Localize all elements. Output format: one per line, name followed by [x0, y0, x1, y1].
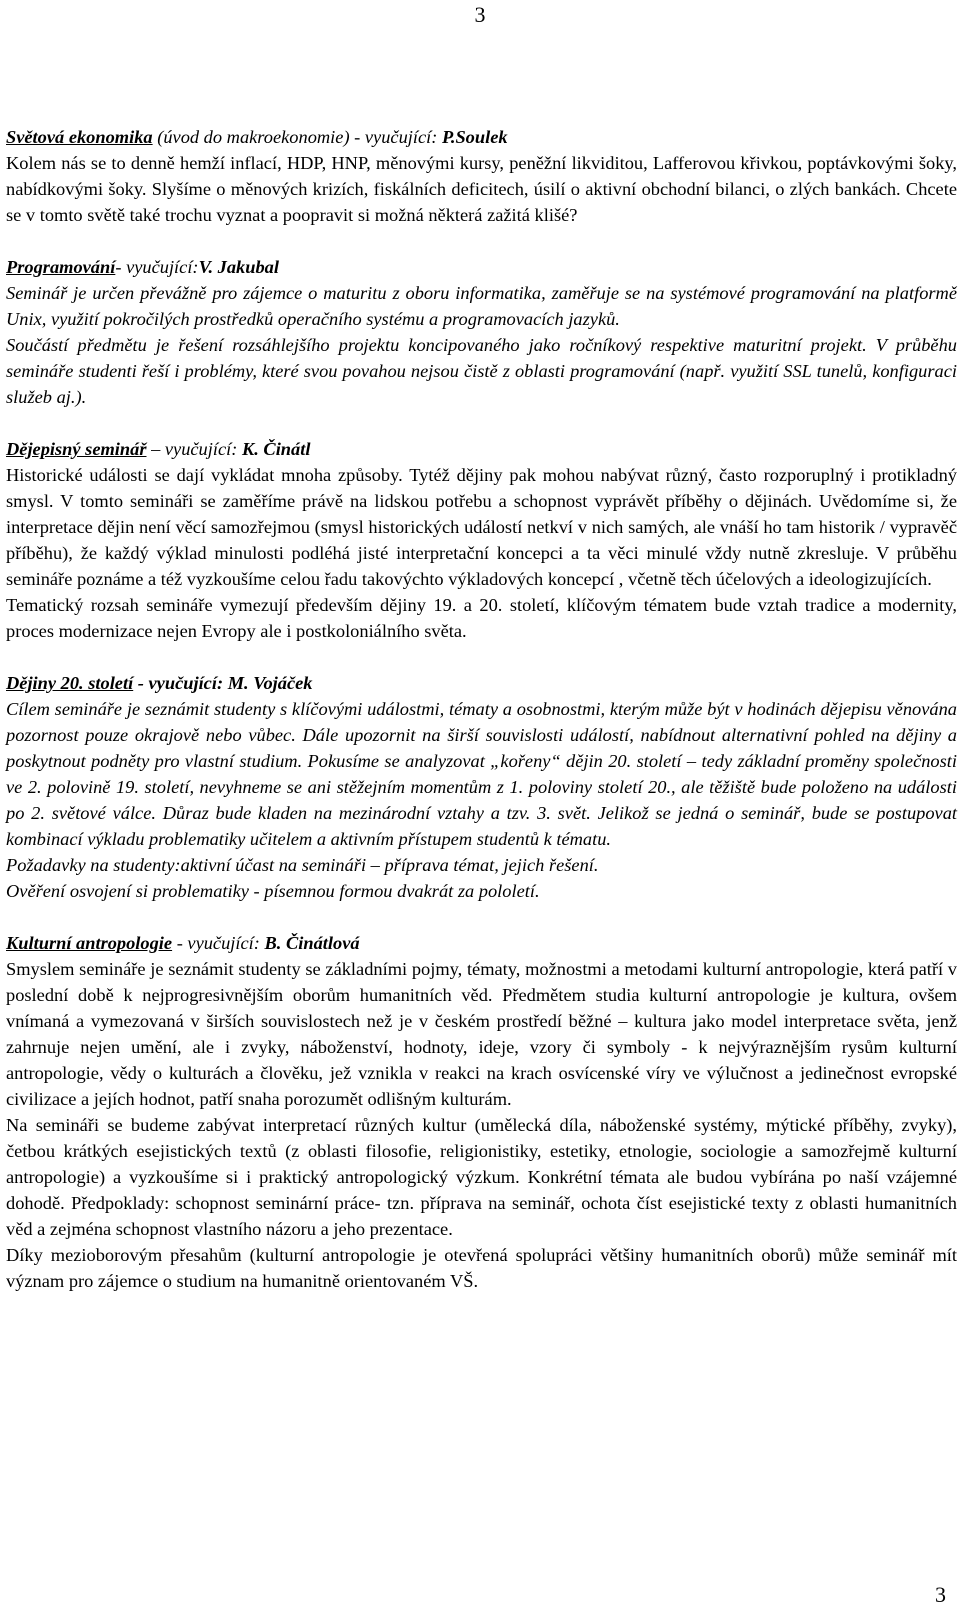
teacher-label: - vyučující: [133, 673, 228, 693]
section-paragraph: Ověření osvojení si problematiky - písemnou formou dvakrát za pololetí. [6, 881, 540, 901]
section-paragraph: Na semináři se budeme zabývat interpretací různých kultur (umělecká díla, náboženské systémy, mýtické příběhy, zvyky), četbou krátkých esejistických textů (z oblasti filosofie, religionistiky, estetiky, etnologie, sociologie a samozřejmě kulturní antropologie) a vyzkoušíme si i praktický antropologický výzkum. Konkrétní témata ale budou vybírána po naší vzájemné dohodě. Předpoklady: schopnost seminární práce- tzn. příprava na seminář, ochota číst esejistické texty z oblasti humanitních věd a zejména schopnost vlastního názoru a jeho prezentace. [6, 1115, 957, 1239]
section-programovani [6, 254, 957, 410]
section-title: Kulturní antropologie [6, 933, 173, 953]
section-heading [6, 254, 957, 280]
teacher-label: - vyučující: [172, 933, 265, 953]
section-title: Programování [6, 257, 116, 277]
section-heading [6, 124, 957, 150]
section-paragraph: Tematický rozsah semináře vymezují především dějiny 19. a 20. století, klíčovým tématem bude vztah tradice a modernity, proces modernizace nejen Evropy ale i postkoloniálního světa. [6, 595, 957, 641]
teacher-name: P.Soulek [441, 127, 508, 147]
teacher-name: K. Činátl [241, 439, 311, 459]
section-dejepisny-seminar [6, 436, 957, 644]
section-title: Dějepisný seminář [6, 439, 147, 459]
teacher-label: - vyučující: [115, 257, 199, 277]
section-paragraph: Požadavky na studenty:aktivní účast na semináři – příprava témat, jejich řešení. [6, 855, 599, 875]
section-heading [6, 436, 957, 462]
teacher-name: V. Jakubal [198, 257, 279, 277]
section-paragraph: Kolem nás se to denně hemží inflací, HDP, HNP, měnovými kursy, peněžní likviditou, Lafferovou křivkou, poptávkovými šoky, nabídkovými šoky. Slyšíme o měnových krizích, fiskálních deficitech, úsilí o aktivní obchodní bilanci, o zlých bankách. Chcete se v tomto světě také trochu vyznat a poopravit si možná některá zažitá klišé? [6, 153, 957, 225]
section-title: Světová ekonomika [6, 127, 153, 147]
section-paragraph: Historické události se dají vykládat mnoha způsoby. Tytéž dějiny pak mohou nabývat různý, často rozporuplný i protikladný smysl. V tomto semináři se zaměříme právě na lidskou potřebu a schopnost vyprávět příběhy o dějinách. Uvědomíme si, že interpretace dějin není věcí samozřejmou (smysl historických událostí netkví v nich samých, ale vnáší ho tam historik / vypravěč příběhu), že každý výklad minulosti podléhá jisté interpretační koncepci a ta věci minulé vždy nutně zkresluje. V průběhu semináře poznáme a též vyzkoušíme celou řadu takovýchto výkladových koncepcí , včetně těch účelových a ideologizujících. [6, 465, 957, 589]
teacher-label: (úvod do makroekonomie) - vyučující: [152, 127, 442, 147]
section-heading [6, 670, 957, 696]
document-body [6, 124, 957, 1294]
section-svetova-ekonomika [6, 124, 957, 228]
teacher-label: – vyučující: [146, 439, 242, 459]
page-number-bottom: 3 [935, 1582, 946, 1607]
section-paragraph: Seminář je určen převážně pro zájemce o maturitu z oboru informatika, zaměřuje se na systémové programování na platformě Unix, využití pokročilých prostředků operačního systému a programovacích jazyků. [6, 283, 957, 329]
section-paragraph: Cílem semináře je seznámit studenty s klíčovými událostmi, tématy a osobnostmi, kterým může být v hodinách dějepisu věnována pozornost pouze okrajově nebo vůbec. Dále upozornit na širší souvislosti událostí, nabídnout alternativní pohled na dějiny a poskytnout podněty pro vlastní studium. Pokusíme se analyzovat „kořeny“ dějin 20. století – tedy základní proměny společnosti ve 2. polovině 19. století, nevyhneme se ani stěžejním momentům z 1. poloviny století 20., ale těžiště bude položeno na události po 2. světové válce. Důraz bude kladen na mezinárodní vztahy a tzv. 3. svět. Jelikož se jedná o seminář, bude se postupovat kombinací výkladu problematiky učitelem a aktivním přístupem studentů k tématu. [6, 699, 957, 849]
section-kulturni-antropologie [6, 930, 957, 1294]
section-title: Dějiny 20. století [6, 673, 134, 693]
section-heading [6, 930, 957, 956]
section-paragraph: Smyslem semináře je seznámit studenty se základními pojmy, tématy, možnostmi a metodami kulturní antropologie, která patří v poslední době k nejprogresivnějším oborům humanitních věd. Předmětem studia kulturní antropologie je kultura, ovšem vnímaná a vymezovaná v širších souvislostech než je v českém prostředí běžné – kultura jako model interpretace světa, jenž zahrnuje nejen umění, ale i zvyky, náboženství, hodnoty, ideje, vzory či symboly - k nejvýraznějším rysům kulturní antropologie, vědy o kulturách a člověku, jež vznikla v reakci na krach osvícenské víry ve výlučnost a jedinečnost evropské civilizace a jejích hodnot, patří snaha porozumět odlišným kulturám. [6, 959, 957, 1109]
teacher-name: M. Vojáček [227, 673, 313, 693]
teacher-name: B. Činátlová [264, 933, 360, 953]
section-dejiny-20-stoleti [6, 670, 957, 904]
section-paragraph: Součástí předmětu je řešení rozsáhlejšího projektu koncipovaného jako ročníkový respektive maturitní projekt. V průběhu semináře studenti řeší i problémy, které svou povahou nejsou čistě z oblasti programování (např. využití SSL tunelů, konfiguraci služeb aj.). [6, 335, 957, 407]
section-paragraph: Díky mezioborovým přesahům (kulturní antropologie je otevřená spolupráci většiny humanitních oborů) může seminář mít význam pro zájemce o studium na humanitně orientovaném VŠ. [6, 1245, 957, 1291]
page-number-top: 3 [474, 2, 486, 27]
